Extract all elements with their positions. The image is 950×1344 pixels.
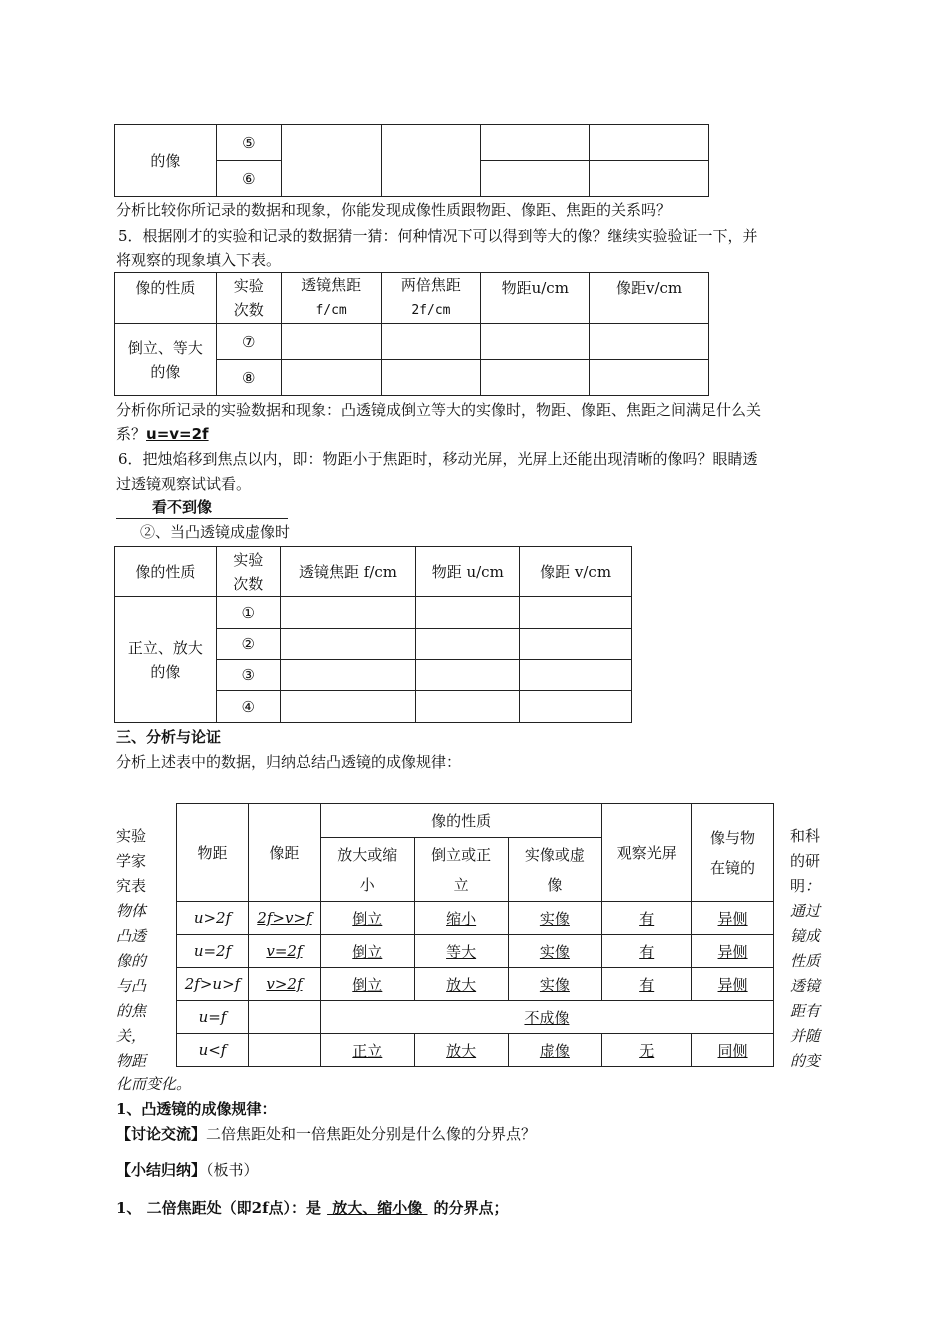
para3-line1: 分析你所记录的实验数据和现象：凸透镜成倒立等大的实像时，物距、像距、焦距之间满足什么关 xyxy=(116,401,762,419)
cell-u: u>2f xyxy=(177,902,249,935)
cell-mag: 倒立 xyxy=(320,968,414,1001)
header-screen: 观察光屏 xyxy=(602,804,692,902)
row-number: ③ xyxy=(216,660,280,691)
para3-line2: 系？ xyxy=(116,425,147,443)
header-v: 像距v/cm xyxy=(590,273,709,324)
cell-u: u=f xyxy=(177,1001,249,1034)
header-nature: 像的性质 xyxy=(115,547,217,597)
answer-no-image: 看不到像 xyxy=(116,496,288,519)
cell-merged: 不成像 xyxy=(320,1001,773,1034)
cell-v: 2f>v>f xyxy=(248,902,320,935)
cell-real: 实像 xyxy=(508,902,602,935)
cell xyxy=(381,125,481,197)
table-virtual-image xyxy=(114,546,632,723)
section3-text: 分析上述表中的数据，归纳总结凸透镜的成像规律： xyxy=(116,753,462,771)
header-side: 像与物 xyxy=(710,828,756,847)
cell xyxy=(481,125,590,161)
table-row xyxy=(177,902,774,935)
table-row xyxy=(177,1001,774,1034)
row-number: ① xyxy=(216,597,280,629)
final-answer: 放大、缩小像 xyxy=(327,1199,428,1217)
cell-v: v=2f xyxy=(248,935,320,968)
table-equal-image xyxy=(114,272,709,396)
left-side-text: 实验 学家 究表 物体 凸透 像的 与凸 的焦 关， 物距 xyxy=(116,827,147,1070)
header-exp: 实验 xyxy=(233,550,264,569)
row-label: 正立、放大 xyxy=(127,638,203,657)
header-real: 实像或虚 xyxy=(524,845,585,864)
para2-line1: 5．根据刚才的实验和记录的数据猜一猜：何种情况下可以得到等大的像？继续实验验证一下，并 xyxy=(118,227,758,245)
row-number: ⑦ xyxy=(216,324,281,360)
section3-title: 三、分析与论证 xyxy=(116,728,222,746)
header-nature: 像的性质 xyxy=(115,273,217,324)
header-2f-unit: 2f/cm xyxy=(411,303,451,318)
cell xyxy=(590,125,709,161)
final-prefix: 1、 二倍焦距处（即2f点）：是 xyxy=(116,1199,322,1217)
para4-line1: 6．把烛焰移到焦点以内，即：物距小于焦距时，移动光屏，光屏上还能出现清晰的像吗？眼睛透 xyxy=(118,450,758,468)
table-row xyxy=(177,1034,774,1067)
rule-title: 1、凸透镜的成像规律： xyxy=(116,1100,277,1118)
row-number: ④ xyxy=(216,691,280,723)
cell-real: 实像 xyxy=(508,935,602,968)
cell-side: 异侧 xyxy=(692,935,774,968)
cell-ori: 缩小 xyxy=(414,902,508,935)
cell-ori: 等大 xyxy=(414,935,508,968)
header-v: 像距 v/cm xyxy=(520,547,632,597)
table-top xyxy=(114,124,709,197)
header-u: 物距u/cm xyxy=(481,273,590,324)
cell-screen: 无 xyxy=(602,1034,692,1067)
discuss-text: 二倍焦距处和一倍焦距处分别是什么像的分界点？ xyxy=(206,1125,537,1143)
summary-text: （板书） xyxy=(206,1161,259,1179)
row-number: ② xyxy=(216,629,280,660)
header-ori: 立 xyxy=(453,875,469,894)
cell-side: 同侧 xyxy=(692,1034,774,1067)
discuss-label: 【讨论交流】 xyxy=(116,1125,207,1143)
cell-u: u<f xyxy=(177,1034,249,1067)
conclusion-tail: 化而变化。 xyxy=(116,1075,192,1093)
header-focal: 透镜焦距 xyxy=(301,276,362,294)
row-label: 的像 xyxy=(150,662,181,681)
header-u: 物距 xyxy=(177,804,249,902)
header-mag: 小 xyxy=(359,875,375,894)
row-label: 的像 xyxy=(150,362,181,381)
right-side-text: 和科 的研 明： 通过 镜成 性质 透镜 距有 并随 的变 xyxy=(790,827,821,1070)
cell-side: 异侧 xyxy=(692,902,774,935)
header-exp: 次数 xyxy=(233,301,264,319)
header-focal: 透镜焦距 f/cm xyxy=(280,547,416,597)
cell-screen: 有 xyxy=(602,968,692,1001)
header-mag: 放大或缩 xyxy=(337,845,398,864)
row-label: 的像 xyxy=(115,125,217,197)
header-u: 物距 u/cm xyxy=(416,547,520,597)
row-number: ⑧ xyxy=(216,360,281,396)
table-row xyxy=(177,968,774,1001)
cell-mag: 倒立 xyxy=(320,902,414,935)
table-imaging-rules xyxy=(176,803,774,1067)
para1: 分析比较你所记录的数据和现象，你能发现成像性质跟物距、像距、焦距的关系吗？ xyxy=(116,201,672,219)
header-focal-unit: f/cm xyxy=(315,303,347,318)
header-ori: 倒立或正 xyxy=(431,845,492,864)
cell-screen: 有 xyxy=(602,902,692,935)
cell xyxy=(590,161,709,197)
cell-u: 2f>u>f xyxy=(177,968,249,1001)
cell xyxy=(281,125,381,197)
summary-label: 【小结归纳】 xyxy=(116,1161,207,1179)
cell-side: 异侧 xyxy=(692,968,774,1001)
header-v: 像距 xyxy=(248,804,320,902)
header-side: 在镜的 xyxy=(710,858,756,877)
sub-heading: ②、当凸透镜成虚像时 xyxy=(140,523,291,541)
row-label: 倒立、等大 xyxy=(127,338,203,357)
header-real: 像 xyxy=(547,875,563,894)
header-2f: 两倍焦距 xyxy=(400,276,461,294)
cell-v: v>2f xyxy=(248,968,320,1001)
cell-v xyxy=(248,1034,320,1067)
cell-real: 实像 xyxy=(508,968,602,1001)
cell-screen: 有 xyxy=(602,935,692,968)
cell-u: u=2f xyxy=(177,935,249,968)
row-number: ⑤ xyxy=(216,125,281,161)
table-row xyxy=(177,935,774,968)
cell-mag: 正立 xyxy=(320,1034,414,1067)
final-suffix: 的分界点； xyxy=(433,1199,509,1217)
header-nature: 像的性质 xyxy=(320,804,601,838)
cell-real: 虚像 xyxy=(508,1034,602,1067)
header-exp: 次数 xyxy=(233,574,264,593)
row-number: ⑥ xyxy=(216,161,281,197)
cell xyxy=(481,161,590,197)
para3-answer: u=v=2f xyxy=(146,425,209,443)
cell-mag: 倒立 xyxy=(320,935,414,968)
cell-ori: 放大 xyxy=(414,1034,508,1067)
para4-line2: 过透镜观察试试看。 xyxy=(116,475,252,493)
header-exp: 实验 xyxy=(233,277,264,295)
para2-line2: 将观察的现象填入下表。 xyxy=(116,251,282,269)
cell-ori: 放大 xyxy=(414,968,508,1001)
